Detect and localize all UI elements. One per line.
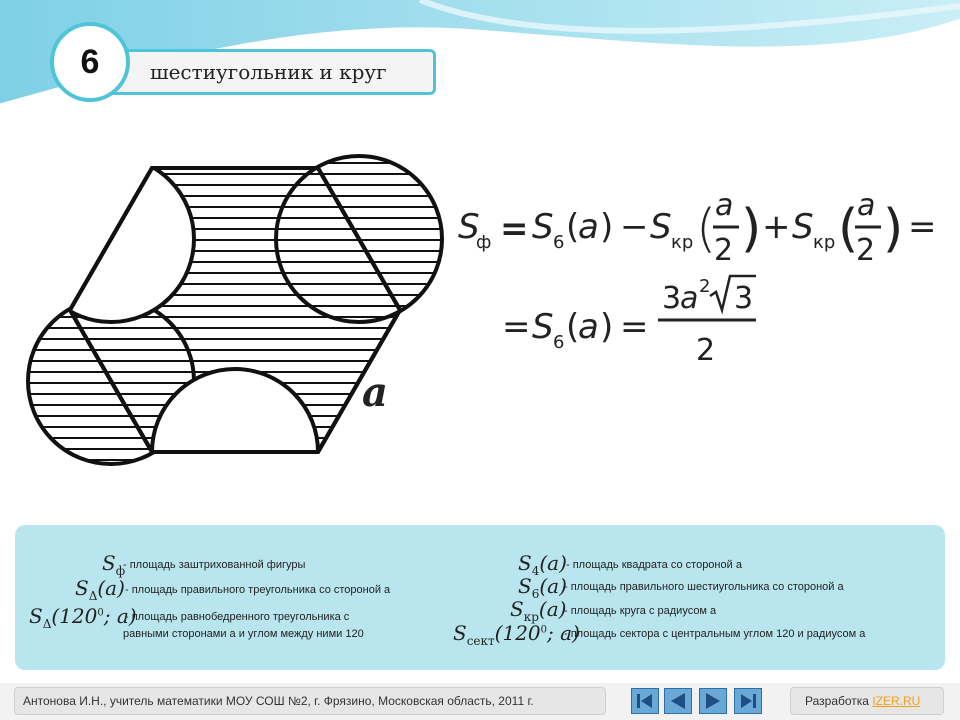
developer-link[interactable]: IZER.RU bbox=[872, 694, 921, 708]
legend-desc-s4: - площадь квадрата со стороной a bbox=[566, 559, 742, 571]
svg-text:S: S bbox=[650, 207, 672, 247]
svg-text:2: 2 bbox=[856, 233, 876, 268]
svg-text:(: ( bbox=[566, 307, 580, 347]
svg-text:кр: кр bbox=[813, 232, 836, 253]
symbol-s-sector: $S_{сект}(120^0$; a) bbox=[453, 621, 580, 648]
svg-text:S: S bbox=[792, 207, 814, 247]
svg-text:a: a bbox=[715, 188, 734, 223]
skip-forward-icon bbox=[735, 689, 761, 713]
svg-text:6: 6 bbox=[553, 232, 565, 253]
svg-text:a: a bbox=[578, 207, 599, 247]
legend-panel bbox=[15, 525, 945, 670]
hexagon-circle-figure bbox=[0, 140, 480, 480]
legend-desc-s-phi: - площадь заштрихованной фигуры bbox=[123, 559, 306, 571]
svg-text:): ) bbox=[600, 307, 614, 347]
symbol-s-triangle-120: $S_\Delta(120^0$; a) bbox=[29, 604, 137, 631]
svg-text:(: ( bbox=[838, 199, 859, 259]
svg-text:=: = bbox=[502, 307, 531, 347]
svg-text:6: 6 bbox=[553, 332, 565, 353]
svg-text:S: S bbox=[532, 207, 554, 247]
svg-text:S: S bbox=[532, 307, 554, 347]
svg-text:S: S bbox=[458, 207, 480, 247]
side-label: a bbox=[362, 369, 388, 416]
svg-text:2: 2 bbox=[699, 276, 711, 297]
footer-bar bbox=[0, 683, 960, 720]
arrow-right-icon bbox=[700, 689, 726, 713]
slide-title-box bbox=[110, 49, 436, 95]
svg-text:(: ( bbox=[696, 199, 717, 259]
svg-text:кр: кр bbox=[671, 232, 694, 253]
skip-back-icon bbox=[632, 689, 658, 713]
legend-desc-s6: - площадь правильного шестиугольника со стороной a bbox=[564, 581, 844, 593]
svg-text:): ) bbox=[600, 207, 614, 247]
legend-desc-s-triangle-120-line1: - площадь равнобедренного треугольника с bbox=[125, 611, 350, 623]
main-formula bbox=[440, 170, 960, 390]
nav-first-button[interactable] bbox=[631, 688, 659, 714]
nav-prev-button[interactable] bbox=[664, 688, 692, 714]
legend-desc-s-triangle-120-line2: равными сторонами a и углом между ними 120 bbox=[123, 628, 364, 640]
nav-last-button[interactable] bbox=[734, 688, 762, 714]
author-credit: Антонова И.Н., учитель математики МОУ СОШ №2, г. Фрязино, Московская область, 2011 г. bbox=[14, 687, 606, 715]
svg-text:a: a bbox=[857, 188, 876, 223]
svg-text:3: 3 bbox=[734, 281, 754, 316]
svg-text:−: − bbox=[620, 207, 649, 247]
nav-next-button[interactable] bbox=[699, 688, 727, 714]
svg-text:=: = bbox=[500, 209, 529, 249]
symbol-s-circle: $S_{кр}(a)$ bbox=[510, 597, 567, 624]
legend-desc-s-triangle: - площадь правильного треугольника со стороной a bbox=[125, 584, 391, 596]
developer-credit bbox=[790, 687, 944, 715]
svg-text:): ) bbox=[741, 199, 762, 259]
svg-text:ф: ф bbox=[476, 232, 492, 253]
symbol-s-phi: $S_ф$ bbox=[102, 551, 126, 578]
slide-title: шестиугольник и круг bbox=[150, 60, 387, 84]
svg-text:3: 3 bbox=[662, 281, 682, 316]
svg-text:+: + bbox=[762, 207, 791, 247]
slide-number-badge bbox=[50, 22, 130, 102]
svg-text:): ) bbox=[883, 199, 904, 259]
svg-text:(: ( bbox=[566, 207, 580, 247]
symbol-s-triangle: $S_\Delta(a)$ bbox=[75, 576, 125, 603]
legend-desc-s-sector: - площадь сектора с центральным углом 120 и радиусом a bbox=[564, 628, 866, 640]
svg-text:2: 2 bbox=[696, 333, 716, 368]
slide-number: 6 bbox=[80, 42, 100, 81]
svg-text:=: = bbox=[620, 307, 649, 347]
developer-label: Разработка bbox=[805, 694, 869, 708]
svg-text:2: 2 bbox=[714, 233, 734, 268]
symbol-s4: $S_4(a)$ bbox=[518, 551, 567, 578]
symbol-s6: $S_6(a)$ bbox=[518, 574, 567, 601]
legend-desc-s-circle: - площадь круга с радиусом a bbox=[564, 605, 717, 617]
svg-text:a: a bbox=[578, 307, 599, 347]
svg-text:a: a bbox=[680, 281, 699, 316]
arrow-left-icon bbox=[665, 689, 691, 713]
svg-text:=: = bbox=[908, 207, 937, 247]
